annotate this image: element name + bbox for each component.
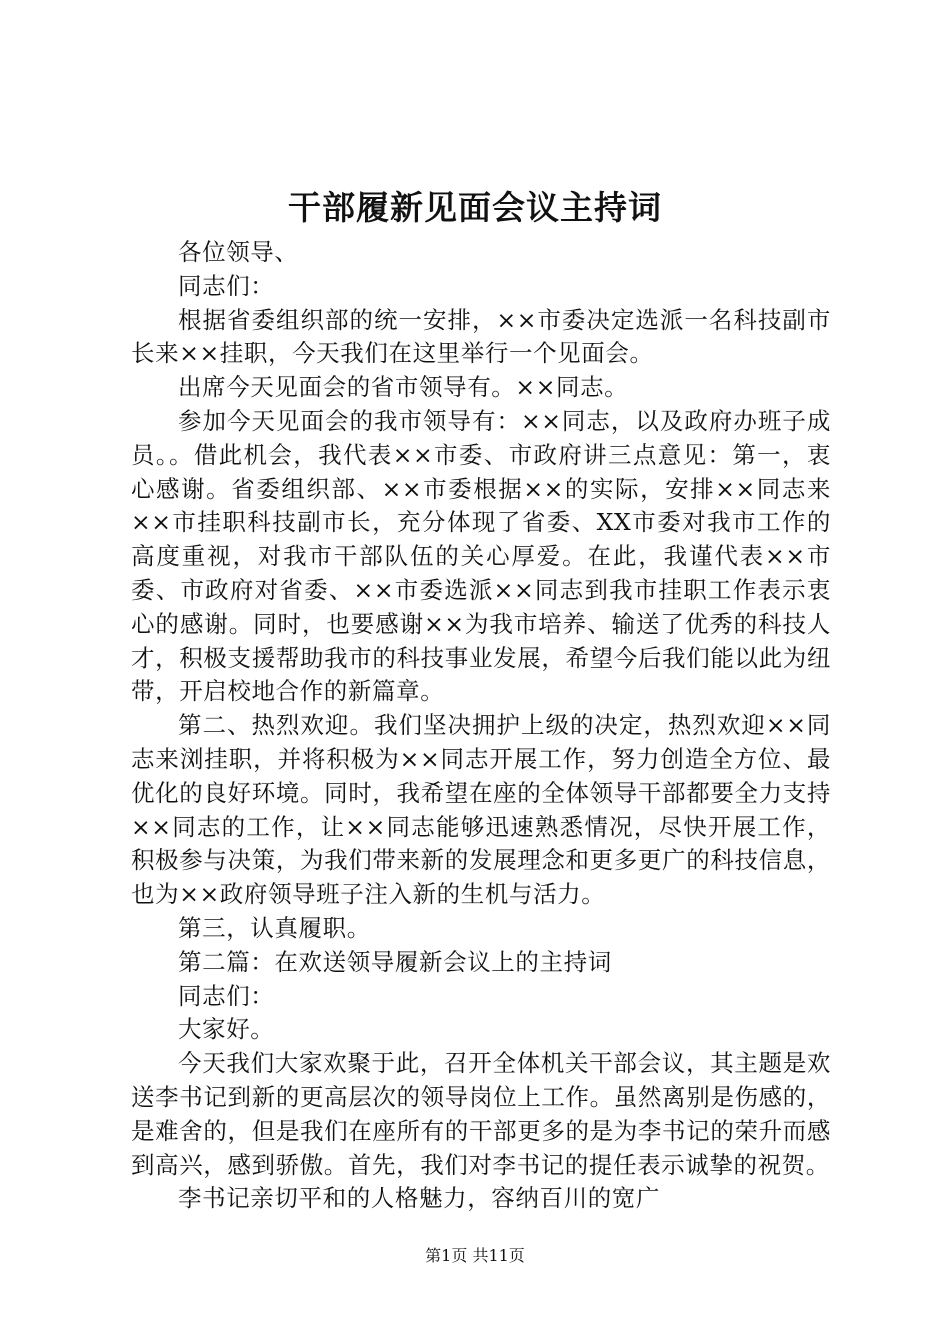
paragraph: 李书记亲切平和的人格魅力，容纳百川的宽广 bbox=[178, 1184, 660, 1213]
document-body bbox=[131, 236, 831, 1216]
paragraph: 今天我们大家欢聚于此，召开全体机关干部会议，其主题是欢送李书记到新的更高层次的领导岗位上工作。虽然离别是伤感的，是难舍的，但是我们在座所有的干部更多的是为李书记的荣升而感到高兴，感到骄傲。首先，我们对李书记的提任表示诚挚的祝贺。 bbox=[131, 1049, 831, 1179]
paragraph: 根据省委组织部的统一安排，××市委决定选派一名科技副市长来××挂职，今天我们在这里举行一个见面会。 bbox=[131, 305, 831, 368]
paragraph: 出席今天见面会的省市领导有。××同志。 bbox=[178, 373, 629, 402]
page-number: 第1页 共11页 bbox=[425, 1246, 525, 1265]
paragraph: 第三，认真履职。 bbox=[178, 913, 371, 942]
paragraph: 第二、热烈欢迎。我们坚决拥护上级的决定，热烈欢迎××同志来浏挂职，并将积极为××同志开展工作，努力创造全方位、最优化的良好环境。同时，我希望在座的全体领导干部都要全力支持××同志的工作，让××同志能够迅速熟悉情况，尽快开展工作，积极参与决策，为我们带来新的发展理念和更多更广的科技信息，也为××政府领导班子注入新的生机与活力。 bbox=[131, 711, 831, 909]
salutation-comrades: 同志们： bbox=[178, 981, 275, 1010]
greeting: 大家好。 bbox=[178, 1015, 275, 1044]
salutation-leaders: 各位领导、 bbox=[178, 238, 299, 266]
paragraph: 参加今天见面会的我市领导有：××同志，以及政府办班子成员。。借此机会，我代表××市委、市政府讲三点意见：第一，衷心感谢。省委组织部、××市委根据××的实际，安排××同志来××市挂职科技副市长，充分体现了省委、XX市委对我市工作的高度重视，对我市干部队伍的关心厚爱。在此，我谨代表××市委、市政府对省委、××市委选派××同志到我市挂职工作表示衷心的感谢。同时，也要感谢××为我市培养、输送了优秀的科技人才，积极支援帮助我市的科技事业发展，希望今后我们能以此为纽带，开启校地合作的新篇章。 bbox=[131, 406, 831, 706]
document-title: 干部履新见面会议主持词 bbox=[288, 188, 662, 227]
salutation-comrades: 同志们： bbox=[178, 271, 275, 300]
section-heading: 第二篇：在欢送领导履新会议上的主持词 bbox=[178, 947, 612, 976]
